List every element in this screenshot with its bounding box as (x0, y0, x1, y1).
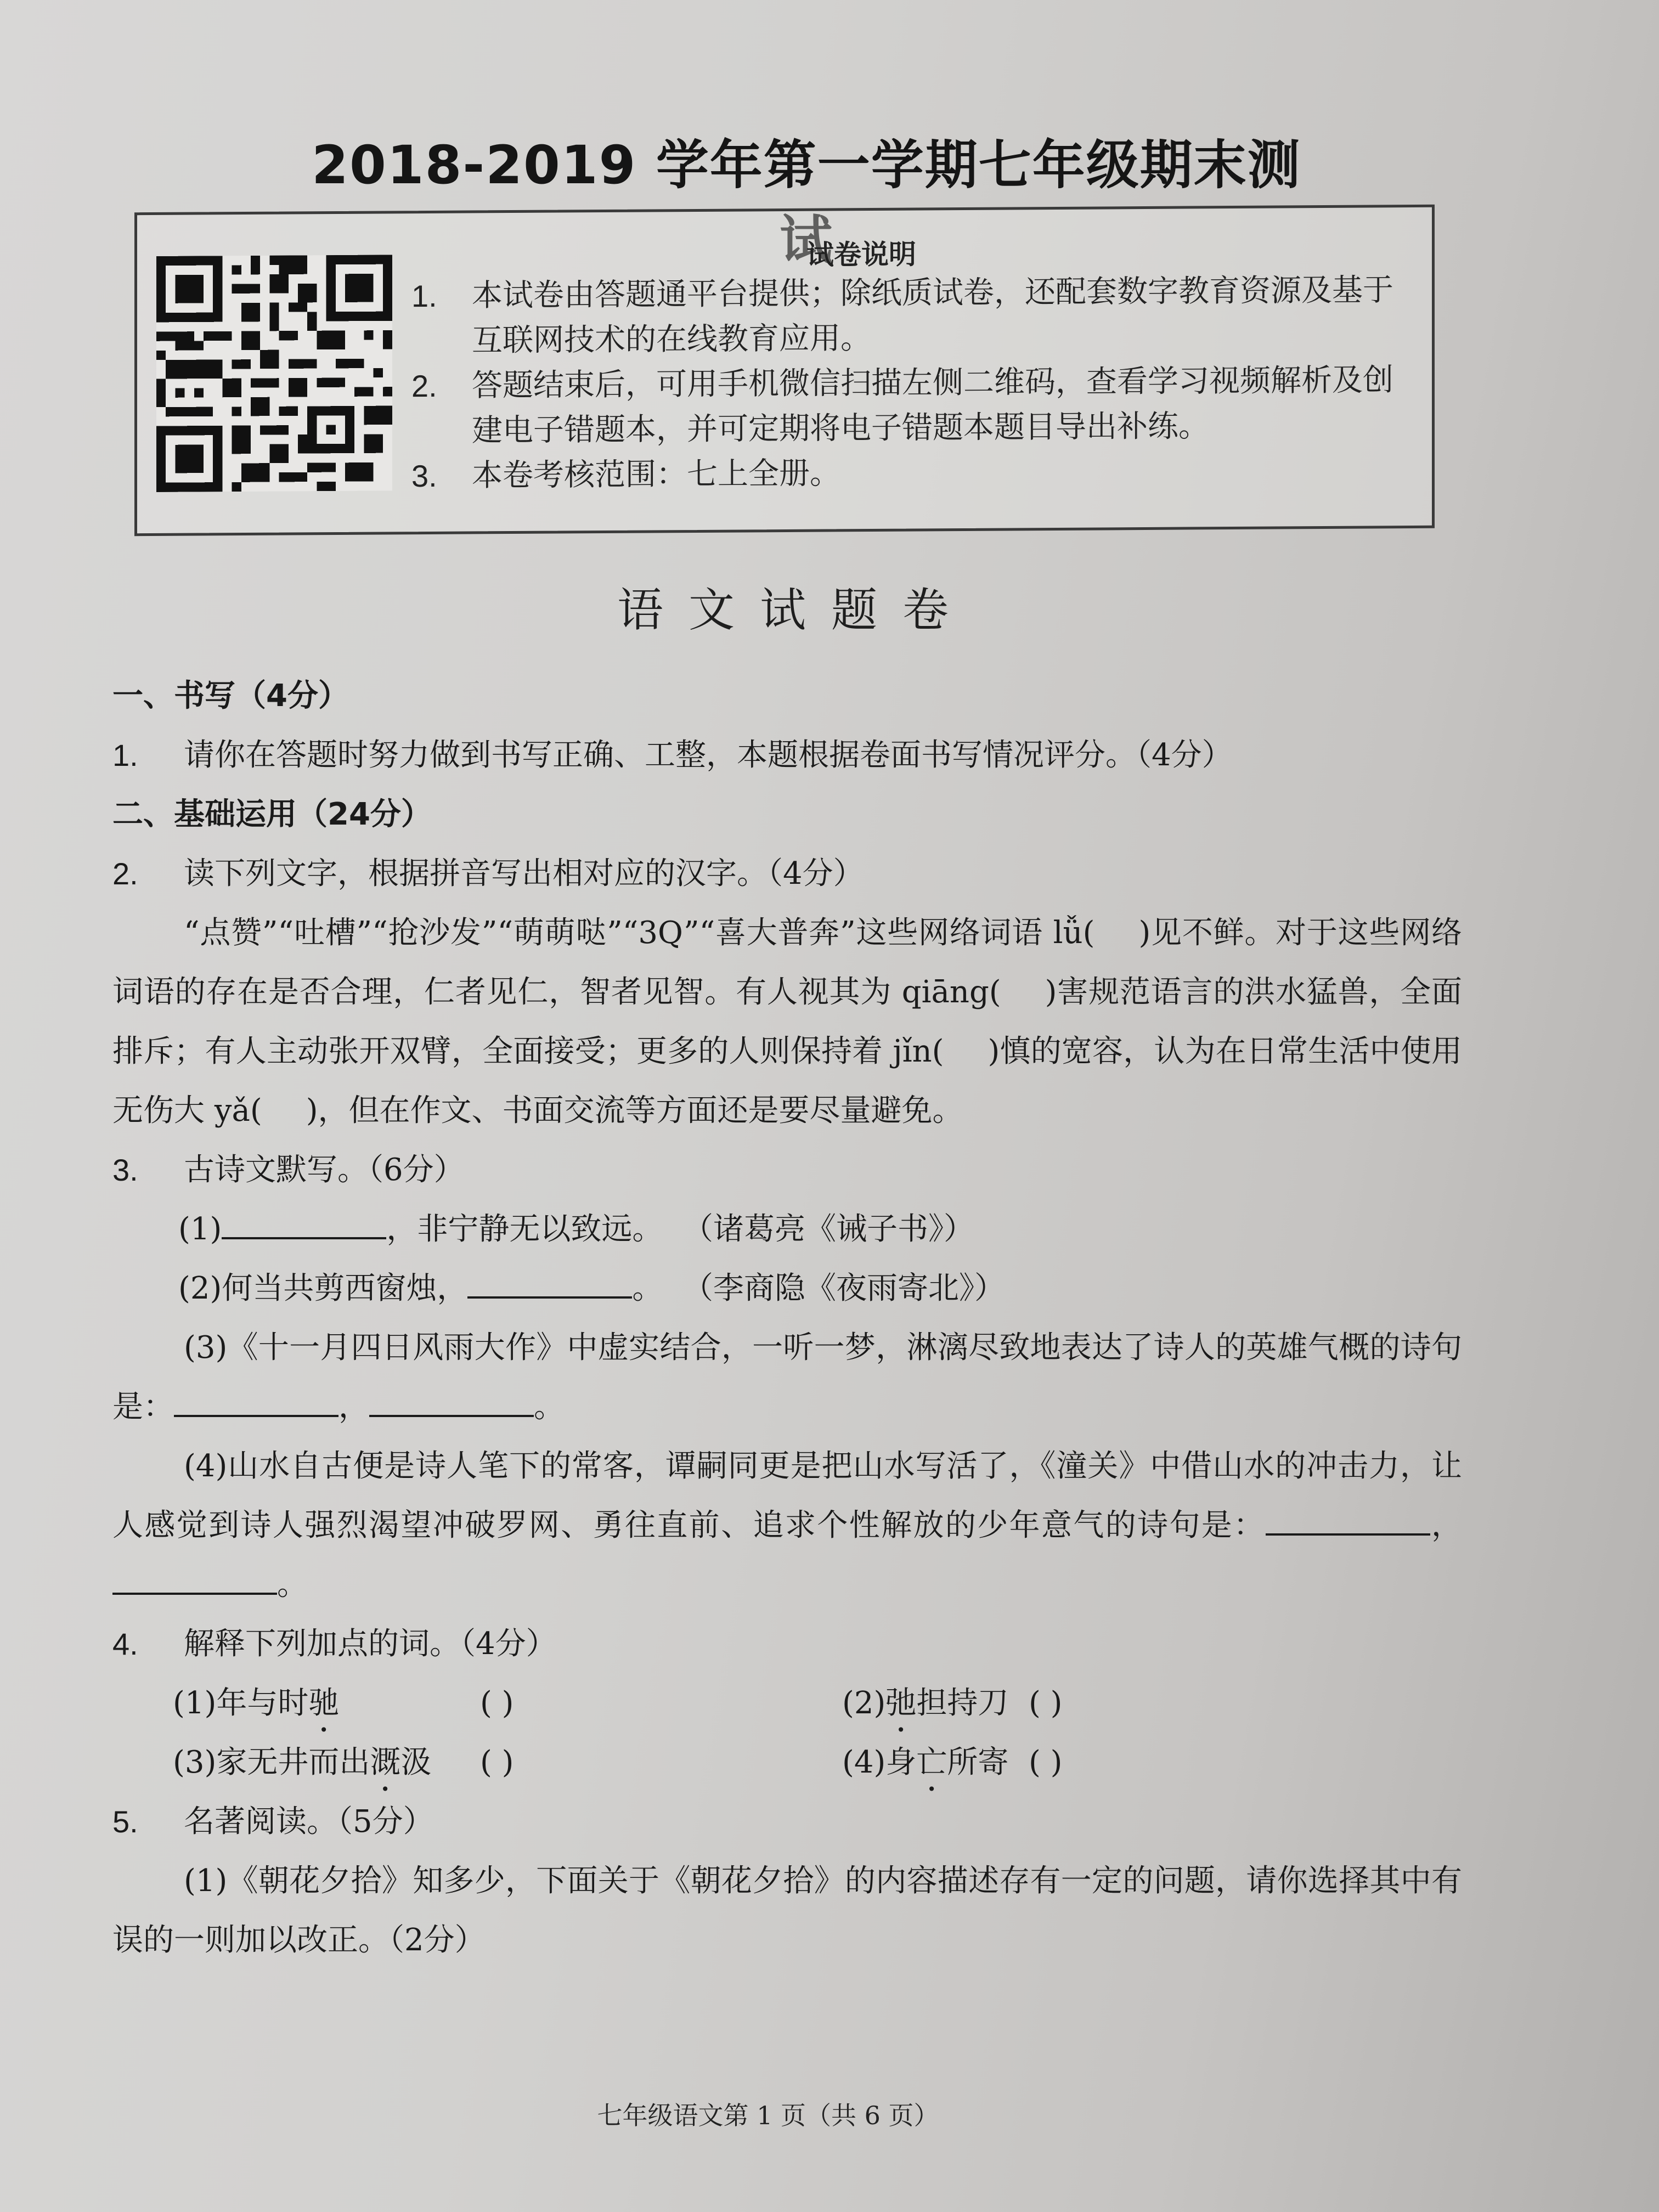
question-text: 解释下列加点的词。（4分） (184, 1626, 557, 1662)
passage-text: )害规范语言的洪水猛兽，全面排斥；有人主动张开双臂，全面接受；更多的人则保持着 (112, 974, 1462, 1069)
word-item-1 (173, 1674, 842, 1733)
instructions-box (134, 205, 1435, 536)
fill-blank[interactable] (112, 1565, 277, 1595)
passage-text: )见不鲜。对于这些网络词语的存在是否合理，仁者见仁，智者见智。有人视其为 (112, 915, 1462, 1010)
word-text: (4)身 (842, 1745, 917, 1780)
recitation-item-3 (112, 1318, 1462, 1437)
dotted-char: 亡 (916, 1745, 947, 1780)
question-2 (112, 844, 1462, 904)
question-number: 1. (112, 738, 138, 772)
question-4 (112, 1615, 1462, 1674)
item-text: ， (338, 1389, 369, 1425)
question-number: 4. (112, 1627, 138, 1661)
instructions-list (411, 268, 1415, 499)
word-text: 所寄 (947, 1745, 1009, 1780)
section-heading-basics: 二、基础运用（24分） (112, 797, 432, 832)
instruction-item (411, 358, 1415, 454)
subject-title: 语文试题卷 (617, 583, 974, 637)
dotted-char: 驰 (308, 1685, 340, 1721)
page-footer: 七年级语文第 1 页（共 6 页） (597, 2101, 939, 2130)
dotted-char: 溉 (370, 1745, 401, 1780)
word-item-2 (842, 1674, 1391, 1733)
instruction-item (411, 448, 1415, 499)
word-text: (1)年与时 (173, 1685, 309, 1721)
item-text: 。 (534, 1389, 565, 1425)
question-text: 读下列文字，根据拼音写出相对应的汉字。（4分） (184, 856, 864, 891)
item-label: (1) (178, 1211, 222, 1247)
instruction-number: 2. (411, 368, 437, 404)
question-text: 名著阅读。（5分） (184, 1804, 434, 1839)
fill-blank[interactable] (467, 1269, 632, 1299)
pinyin-passage (112, 904, 1462, 1141)
fill-blank[interactable] (222, 1210, 386, 1239)
word-item-3 (173, 1733, 842, 1792)
recitation-item-1 (112, 1200, 1462, 1259)
word-text: 担持刀 (916, 1685, 1009, 1721)
question-number: 3. (112, 1153, 138, 1187)
instruction-number: 1. (411, 278, 437, 314)
question-number: 2. (112, 856, 138, 891)
instruction-item (411, 268, 1415, 364)
passage-text: )慎的宽容，认为在日常生活中使用无伤大 (112, 1034, 1462, 1128)
instruction-text: 答题结束后，可用手机微信扫描左侧二维码，查看学习视频解析及创建电子错题本，并可定期将电子错题本题目导出补练。 (472, 362, 1393, 449)
word-item-4 (842, 1733, 1391, 1792)
answer-paren[interactable]: ( ) (1029, 1745, 1063, 1780)
question-number: 5. (112, 1804, 138, 1839)
item-source: （诸葛亮《诫子书》） (682, 1211, 974, 1247)
word-text: (3)家无井而出 (173, 1745, 370, 1780)
question-text: 请你在答题时努力做到书写正确、工整，本题根据卷面书写情况评分。（4分） (184, 737, 1233, 773)
dotted-char: 弛 (885, 1685, 917, 1721)
instructions-heading: 试卷说明 (806, 238, 916, 271)
item-text: (4)山水自古便是诗人笔下的常客，谭嗣同更是把山水写活了，《潼关》中借山水的冲击力，让人感觉到诗人强烈渴望冲破罗网、勇往直前、追求个性解放的少年意气的诗句是： (112, 1448, 1462, 1543)
item-text: 。 (632, 1271, 663, 1306)
word-text: 汲 (400, 1745, 432, 1780)
fill-blank[interactable] (174, 1387, 338, 1417)
exam-title: 2018-2019 学年第一学期七年级期末测试 (312, 134, 1301, 271)
qr-code-icon[interactable] (156, 255, 392, 492)
item-text: (2)何当共剪西窗烛， (178, 1271, 468, 1306)
pinyin-blank-4[interactable]: yǎ( (214, 1093, 262, 1128)
answer-paren[interactable]: ( ) (1029, 1685, 1063, 1721)
passage-text: )，但在作文、书面交流等方面还是要尽量避免。 (306, 1093, 963, 1128)
question-1 (112, 726, 1462, 785)
pinyin-blank-3[interactable]: jǐn( (893, 1034, 944, 1069)
exam-content (112, 667, 1462, 1970)
pinyin-blank-1[interactable]: lǚ( (1053, 915, 1095, 951)
fill-blank[interactable] (1266, 1506, 1430, 1536)
answer-paren[interactable]: ( ) (480, 1685, 514, 1721)
question-5 (112, 1792, 1462, 1852)
item-text: (3)《十一月四日风雨大作》中虚实结合，一听一梦，淋漓尽致地表达了诗人的英雄气概的诗句是： (112, 1330, 1462, 1425)
item-source: （李商隐《夜雨寄北》） (682, 1271, 1005, 1306)
pinyin-blank-2[interactable]: qiāng( (901, 974, 1001, 1010)
question-3 (112, 1141, 1462, 1200)
question-5-sub-1: (1)《朝花夕拾》知多少，下面关于《朝花夕拾》的内容描述存有一定的问题，请你选择其中有误的一则加以改正。（2分） (112, 1863, 1462, 1958)
item-text: 。 (277, 1567, 308, 1602)
instruction-number: 3. (411, 458, 437, 494)
item-text: ， (1430, 1508, 1463, 1543)
passage-text: “点赞”“吐槽”“抢沙发”“萌萌哒”“3Q”“喜大普奔”这些网络词语 (184, 915, 1053, 951)
section-heading-writing: 一、书写（4分） (112, 678, 349, 714)
word-text: (2) (842, 1685, 886, 1721)
instruction-text: 本试卷由答题通平台提供；除纸质试卷，还配套数字教育资源及基于互联网技术的在线教育应用。 (472, 272, 1393, 359)
question-text: 古诗文默写。（6分） (184, 1152, 465, 1188)
recitation-item-2 (112, 1259, 1462, 1318)
instruction-text: 本卷考核范围：七上全册。 (472, 455, 840, 494)
item-text: ，非宁静无以致远。 (386, 1211, 663, 1247)
word-explanation-grid (112, 1674, 1462, 1792)
recitation-item-4 (112, 1437, 1462, 1615)
answer-paren[interactable]: ( ) (480, 1745, 514, 1780)
fill-blank[interactable] (369, 1387, 534, 1417)
